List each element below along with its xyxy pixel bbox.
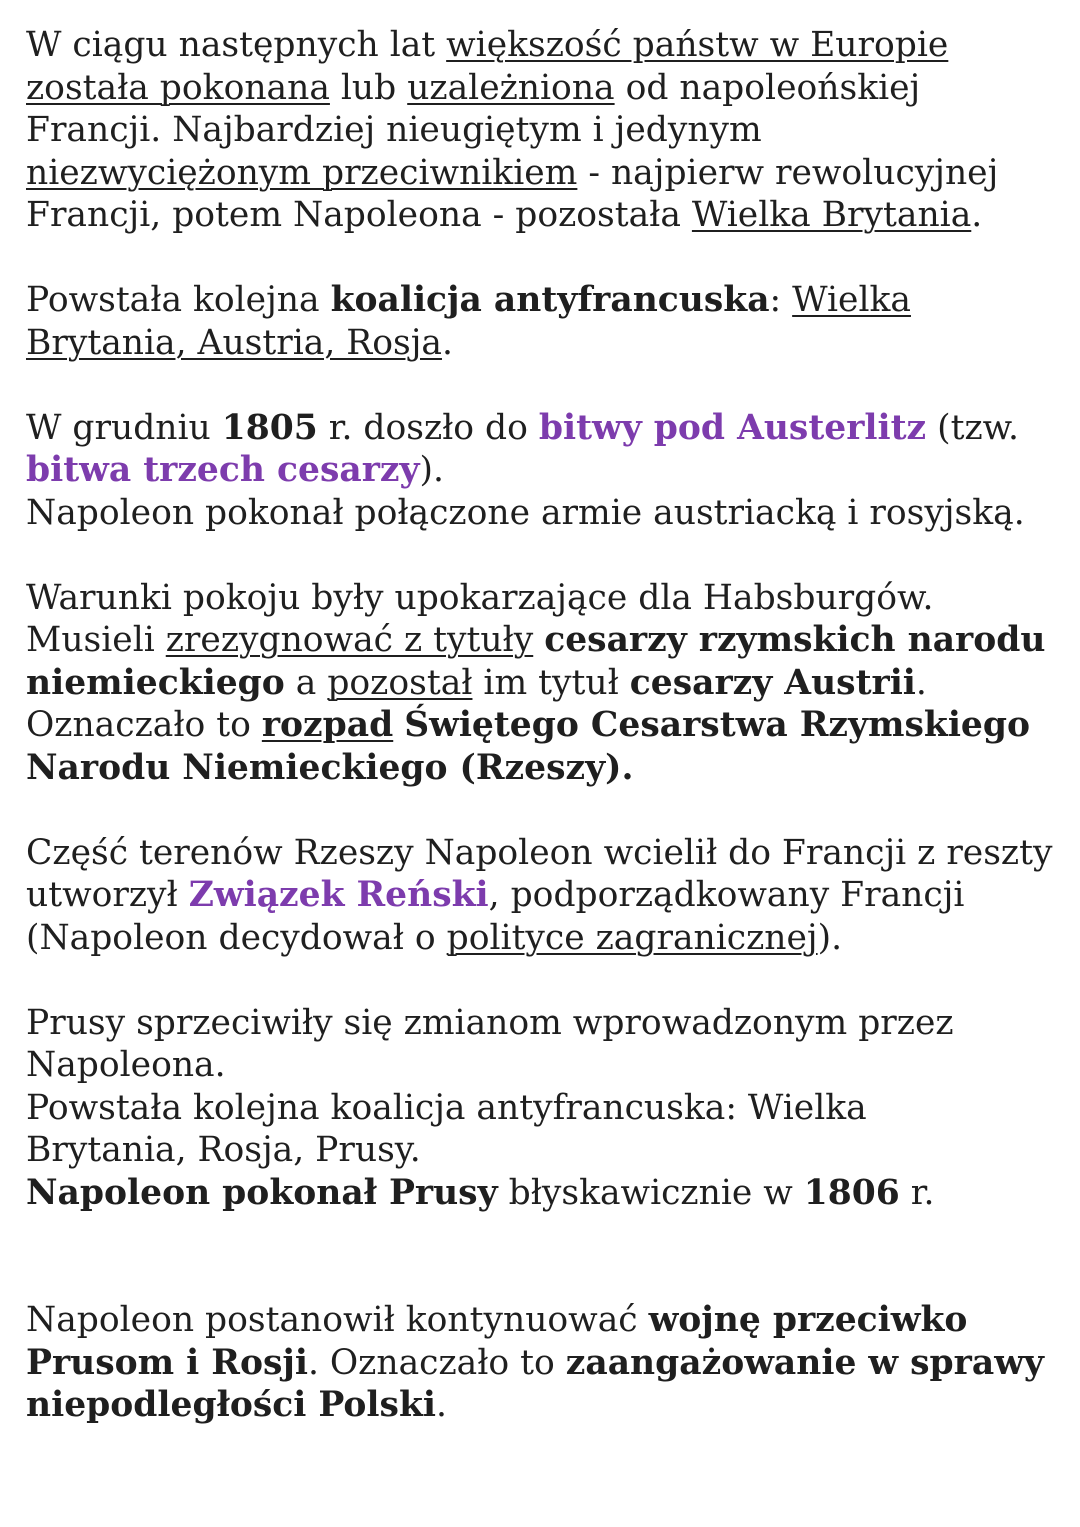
text-line xyxy=(26,152,1066,195)
underlined-phrase: Wielka Brytania xyxy=(691,195,972,235)
bold-term: Prusom i Rosji xyxy=(26,1342,308,1383)
text-span: W ciągu następnych lat xyxy=(26,25,447,65)
bold-term: wojnę przeciwko xyxy=(648,1300,968,1340)
text-span: lub xyxy=(329,67,408,108)
text-span: : xyxy=(769,280,793,320)
text-line xyxy=(26,279,1066,322)
text-line xyxy=(26,24,1066,67)
text-span: - najpierw rewolucyjnej xyxy=(577,152,999,193)
paragraph-4 xyxy=(26,577,1066,790)
text-line xyxy=(26,1129,1066,1172)
text-line xyxy=(26,1384,1066,1427)
text-span: . xyxy=(915,662,927,703)
text-span: od napoleońskiej xyxy=(614,67,921,108)
text-span: r. xyxy=(899,1172,935,1213)
document-page xyxy=(26,24,1066,1469)
text-span: Napoleon pokonał połączone armie austriacką i rosyjską. xyxy=(26,492,1025,533)
bold-underlined-term: rozpad xyxy=(261,705,394,745)
bold-term: Narodu Niemieckiego (Rzeszy). xyxy=(26,747,634,788)
text-span: . xyxy=(441,322,453,363)
bold-term: Napoleon pokonał Prusy xyxy=(26,1172,498,1213)
text-line xyxy=(26,917,1066,960)
text-span: a xyxy=(284,662,328,703)
text-line xyxy=(26,619,1066,662)
text-span: Brytania, Rosja, Prusy. xyxy=(26,1130,421,1170)
bold-term: Świętego Cesarstwa Rzymskiego xyxy=(404,705,1031,745)
text-line xyxy=(26,1172,1066,1215)
paragraph-5 xyxy=(26,832,1066,960)
bold-term: niemieckiego xyxy=(26,662,285,703)
underlined-phrase: większość państw w Europie xyxy=(446,25,949,65)
paragraph-6 xyxy=(26,1002,1066,1215)
text-span: Powstała kolejna koalicja antyfrancuska: Wielka xyxy=(26,1087,867,1128)
text-span: . xyxy=(435,1385,447,1425)
text-line xyxy=(26,662,1066,705)
bold-term: koalicja antyfrancuska xyxy=(330,280,770,320)
text-span: Francji, potem Napoleona - pozostała xyxy=(26,195,692,235)
text-span: Napoleon postanowił kontynuować xyxy=(26,1300,649,1340)
text-span xyxy=(393,705,404,745)
bold-term: 1805 xyxy=(221,407,318,448)
paragraph-7 xyxy=(26,1299,1066,1427)
text-span: Prusy sprzeciwiły się zmianom wprowadzonym przez xyxy=(26,1002,954,1043)
bold-term: cesarzy rzymskich narodu xyxy=(544,620,1046,660)
bold-term: zaangażowanie w sprawy xyxy=(565,1342,1044,1383)
underlined-phrase: Brytania, Austria, Rosja xyxy=(26,322,442,363)
text-span xyxy=(533,620,544,660)
text-line xyxy=(26,1087,1066,1130)
text-span: (Napoleon decydował o xyxy=(26,917,447,958)
text-span: błyskawicznie w xyxy=(497,1172,804,1213)
highlighted-term: bitwa trzech cesarzy xyxy=(26,450,420,490)
underlined-phrase: została pokonana xyxy=(26,67,330,108)
highlighted-term: Związek Reński xyxy=(188,875,489,915)
text-span: ). xyxy=(817,917,843,958)
text-line xyxy=(26,1002,1066,1045)
bold-term: cesarzy Austrii xyxy=(629,662,916,703)
text-span: (tzw. xyxy=(926,407,1020,448)
underlined-phrase: niezwyciężonym przeciwnikiem xyxy=(26,152,578,193)
underlined-phrase: Wielka xyxy=(792,280,911,320)
text-line xyxy=(26,109,1066,152)
paragraph-2 xyxy=(26,279,1066,364)
text-line xyxy=(26,407,1066,450)
text-line xyxy=(26,1044,1066,1087)
paragraph-1 xyxy=(26,24,1066,237)
bold-term: 1806 xyxy=(803,1172,900,1213)
text-line xyxy=(26,67,1066,110)
underlined-phrase: polityce zagranicznej xyxy=(446,917,818,958)
bold-term: niepodległości Polski xyxy=(26,1385,436,1425)
highlighted-term: bitwy pod Austerlitz xyxy=(538,407,927,448)
text-span: . xyxy=(971,195,983,235)
text-line xyxy=(26,322,1066,365)
underlined-phrase: zrezygnować z tytuły xyxy=(165,620,534,660)
text-line xyxy=(26,832,1066,875)
text-span: r. doszło do xyxy=(317,407,539,448)
text-span: , podporządkowany Francji xyxy=(488,875,965,915)
text-span: Część terenów Rzeszy Napoleon wcielił do Francji z reszty xyxy=(26,832,1053,873)
underlined-phrase: pozostał xyxy=(327,662,473,703)
text-line xyxy=(26,704,1066,747)
text-span: W grudniu xyxy=(26,407,222,448)
text-line xyxy=(26,577,1066,620)
text-line xyxy=(26,1342,1066,1385)
text-line xyxy=(26,492,1066,535)
text-span: ). xyxy=(419,450,444,490)
text-span: Oznaczało to xyxy=(26,705,262,745)
text-line xyxy=(26,449,1066,492)
text-line xyxy=(26,747,1066,790)
text-line xyxy=(26,1299,1066,1342)
text-span: utworzył xyxy=(26,875,189,915)
text-line xyxy=(26,874,1066,917)
paragraph-3 xyxy=(26,407,1066,535)
text-line xyxy=(26,194,1066,237)
text-span: Francji. Najbardziej nieugiętym i jedynym xyxy=(26,110,762,150)
text-span: Napoleona. xyxy=(26,1045,226,1085)
text-span: Powstała kolejna xyxy=(26,280,331,320)
text-span: Warunki pokoju były upokarzające dla Habsburgów. xyxy=(26,577,934,618)
text-span: im tytuł xyxy=(472,662,630,703)
text-span: Musieli xyxy=(26,620,166,660)
text-span: . Oznaczało to xyxy=(307,1342,566,1383)
underlined-phrase: uzależniona xyxy=(407,67,615,108)
